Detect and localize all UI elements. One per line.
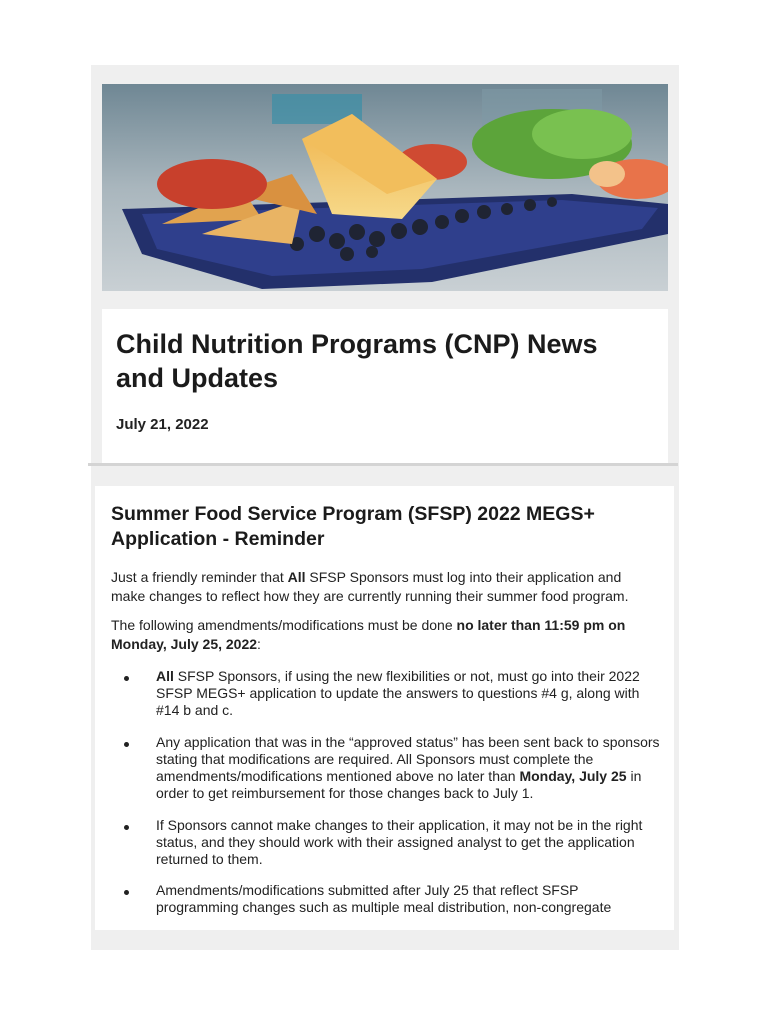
list-item-text <box>156 817 661 868</box>
text-run: SFSP Sponsors, if using the new flexibilities or not, must go into their 2022 SFSP MEGS+ application to update the answers to questions #4 g, along with #14 b and c. <box>156 668 640 718</box>
text-run: Any application that was in the “approved status” has been sent back to sponsors stating that modifications are required. All Sponsors must complete the amendments/modifications mentioned above no later than <box>156 734 660 784</box>
bullet-icon <box>124 676 129 681</box>
article-card <box>95 486 674 930</box>
text-run: : <box>257 636 261 652</box>
bold-text: no later than 11:59 pm on Monday, July 25, 2022 <box>111 617 626 652</box>
hero-image <box>102 84 668 291</box>
title-card <box>102 309 668 463</box>
bold-text: Monday, July 25 <box>519 768 627 784</box>
food-photo <box>102 84 668 291</box>
bold-text: All <box>287 569 306 585</box>
bullet-icon <box>124 742 129 747</box>
text-run: Amendments/modifications submitted after July 25 that reflect SFSP programming changes such as multiple meal distribution, non-congregate <box>156 882 612 915</box>
bullet-icon <box>124 825 129 830</box>
text-run: Just a friendly reminder that <box>111 569 288 585</box>
text-run: The following amendments/modifications must be done <box>111 617 457 633</box>
list-item-text <box>156 668 661 719</box>
section-divider <box>88 463 678 466</box>
list-item-text <box>156 734 661 802</box>
newsletter-date: July 21, 2022 <box>116 416 209 433</box>
bold-text: All <box>156 668 174 684</box>
text-run: SFSP Sponsors must log into their application and make changes to reflect how they are currently running their summer food program. <box>111 569 629 604</box>
text-run: If Sponsors cannot make changes to their application, it may not be in the right status, and they should work with their assigned analyst to get the application returned to them. <box>156 817 643 867</box>
list-item-text <box>156 882 661 916</box>
article-paragraph-deadline <box>111 616 651 654</box>
newsletter-title: Child Nutrition Programs (CNP) News and Updates <box>116 329 598 393</box>
article-heading: Summer Food Service Program (SFSP) 2022 MEGS+ Application - Reminder <box>111 503 595 550</box>
bullet-icon <box>124 890 129 895</box>
text-run: in order to get reimbursement for those changes back to July 1. <box>156 768 642 801</box>
article-paragraph-reminder <box>111 568 651 606</box>
